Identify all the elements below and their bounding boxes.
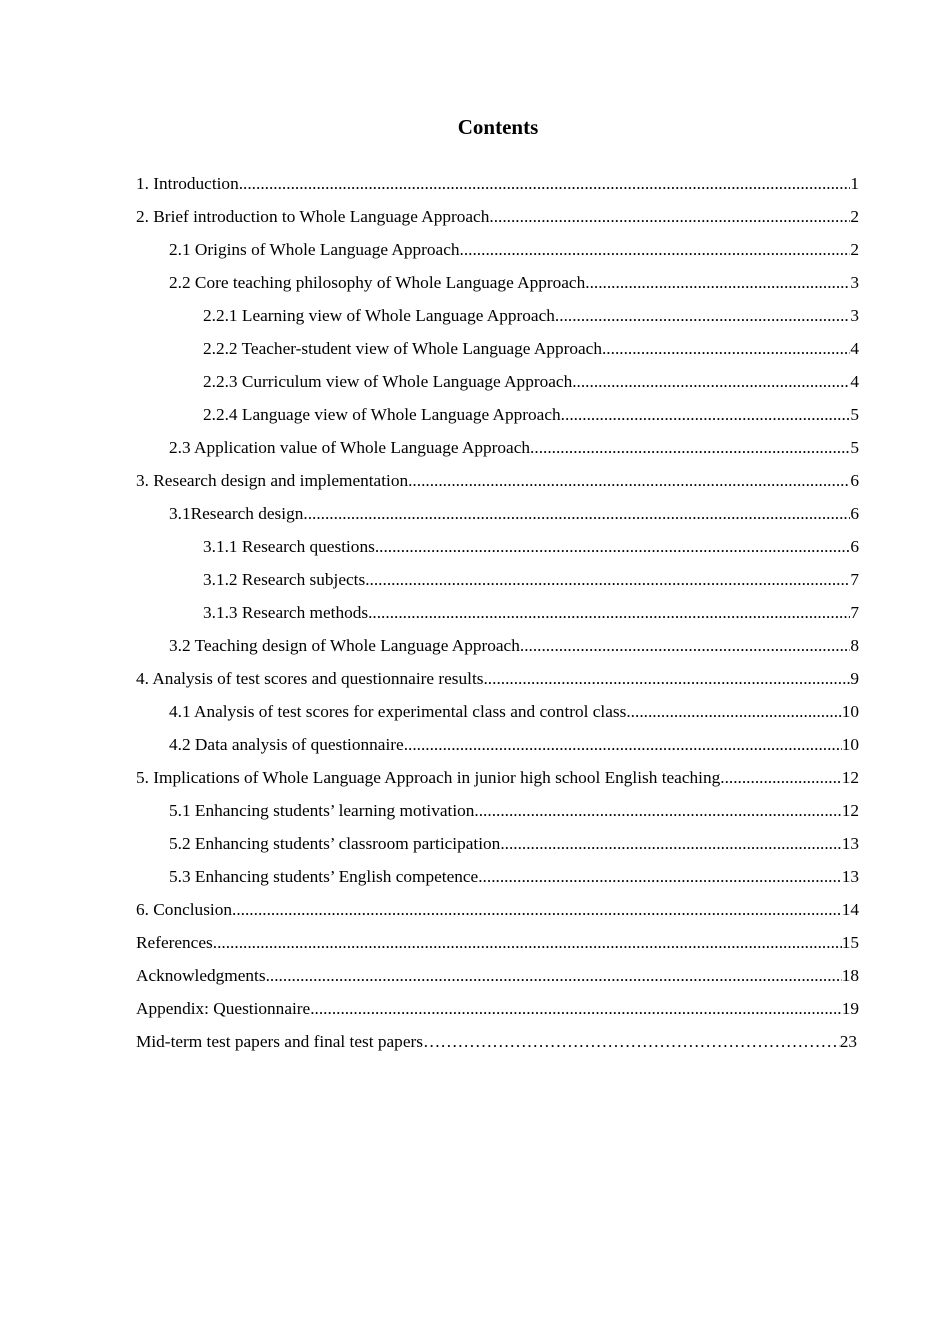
toc-entry[interactable] — [136, 335, 859, 368]
toc-entry-label: Acknowledgments — [136, 966, 266, 985]
toc-entry[interactable] — [136, 830, 859, 863]
toc-dot-leader — [408, 467, 850, 495]
toc-entry-label: References — [136, 933, 213, 952]
toc-page-number: 10 — [841, 735, 859, 754]
toc-page-number: 8 — [850, 636, 859, 655]
toc-dot-leader — [365, 566, 850, 594]
toc-entry[interactable] — [136, 962, 859, 995]
toc-entry[interactable] — [136, 302, 859, 335]
toc-entry-label: 2.2 Core teaching philosophy of Whole Language Approach — [169, 273, 586, 292]
toc-entry-label: 2.3 Application value of Whole Language Approach — [169, 438, 531, 457]
toc-entry-label: 4.1 Analysis of test scores for experimental class and control class — [169, 702, 627, 721]
toc-dot-leader — [602, 335, 850, 363]
toc-entry[interactable] — [136, 731, 859, 764]
toc-entry[interactable] — [136, 797, 859, 830]
toc-page-number: 15 — [841, 933, 859, 952]
toc-entry[interactable] — [136, 863, 859, 896]
toc-entry[interactable] — [136, 467, 859, 500]
toc-entry[interactable] — [136, 401, 859, 434]
toc-page-number: 12 — [841, 768, 859, 787]
toc-entry-label: 2.1 Origins of Whole Language Approach — [169, 240, 460, 259]
toc-entry[interactable] — [136, 896, 859, 929]
toc-page-number: 18 — [841, 966, 859, 985]
toc-page-number: 4 — [850, 339, 859, 358]
toc-entry-label: 3.2 Teaching design of Whole Language Approach — [169, 636, 520, 655]
toc-page-number: 2 — [850, 240, 859, 259]
toc-page-number: 13 — [841, 867, 859, 886]
toc-entry[interactable] — [136, 500, 859, 533]
toc-page-number: 6 — [850, 471, 859, 490]
toc-entry[interactable] — [136, 203, 859, 236]
toc-entry-label: 5.1 Enhancing students’ learning motivation — [169, 801, 475, 820]
toc-page-number: 1 — [850, 174, 859, 193]
toc-entry-label: 2.2.4 Language view of Whole Language Approach — [203, 405, 561, 424]
toc-entry[interactable] — [136, 698, 859, 731]
toc-page-number: 19 — [841, 999, 859, 1018]
toc-page-number: 7 — [850, 603, 859, 622]
toc-page-number: 3 — [850, 273, 859, 292]
toc-dot-leader — [626, 698, 841, 726]
toc-dot-leader — [404, 731, 842, 759]
toc-dot-leader — [483, 665, 850, 693]
toc-dot-leader — [303, 500, 850, 528]
toc-page-number: 3 — [850, 306, 859, 325]
toc-dot-leader — [520, 632, 850, 660]
toc-page-number: 13 — [841, 834, 859, 853]
toc-entry[interactable] — [136, 533, 859, 566]
toc-page-number: 14 — [841, 900, 859, 919]
toc-dot-leader — [474, 797, 841, 825]
toc-page-number: 12 — [841, 801, 859, 820]
toc-page-number: 5 — [850, 405, 859, 424]
toc-entry[interactable] — [136, 995, 859, 1028]
toc-entry-label: 1. Introduction — [136, 174, 239, 193]
toc-page-number: 6 — [850, 537, 859, 556]
toc-dot-leader — [239, 170, 851, 198]
toc-entry[interactable] — [136, 269, 859, 302]
toc-entry-label: 5.3 Enhancing students’ English competence — [169, 867, 479, 886]
page-title: Contents — [457, 115, 539, 139]
toc-page-number: 2 — [850, 207, 859, 226]
toc-dot-leader — [720, 764, 841, 792]
toc-entry[interactable] — [136, 368, 859, 401]
toc-page-number: 4 — [850, 372, 859, 391]
toc-entry[interactable] — [136, 236, 859, 269]
toc-page-number: 10 — [841, 702, 859, 721]
toc-entry[interactable] — [136, 632, 859, 665]
toc-dot-leader — [555, 302, 850, 330]
toc-entry[interactable] — [136, 929, 859, 962]
toc-entry-label: 2.2.2 Teacher-student view of Whole Language Approach — [203, 339, 602, 358]
toc-entry-label: 6. Conclusion — [136, 900, 233, 919]
toc-page-number: 5 — [850, 438, 859, 457]
toc-entry-label: 4.2 Data analysis of questionnaire — [169, 735, 404, 754]
toc-dot-leader — [572, 368, 850, 396]
toc-dot-leader — [500, 830, 841, 858]
toc-dot-leader — [478, 863, 841, 891]
toc-entry[interactable] — [136, 599, 859, 632]
toc-entry-label: Mid-term test papers and final test papers — [136, 1032, 423, 1051]
toc-entry-label: 3.1Research design — [169, 504, 304, 523]
toc-dot-leader — [266, 962, 842, 990]
toc-entry-label: 3.1.3 Research methods — [203, 603, 369, 622]
toc-entry-label: 5. Implications of Whole Language Approach in junior high school English teaching — [136, 768, 721, 787]
toc-entry[interactable] — [136, 170, 859, 203]
toc-entry[interactable] — [136, 764, 859, 797]
toc-dot-leader — [375, 533, 851, 561]
toc-entry[interactable] — [136, 566, 859, 599]
toc-entry-label: Appendix: Questionnaire — [136, 999, 311, 1018]
toc-dot-leader — [530, 434, 850, 462]
toc-dot-leader — [310, 995, 842, 1023]
toc-dot-leader — [585, 269, 850, 297]
toc-entry-label: 3. Research design and implementation — [136, 471, 409, 490]
toc-entry-label: 3.1.2 Research subjects — [203, 570, 366, 589]
toc-entry-label: 3.1.1 Research questions — [203, 537, 375, 556]
toc-page-number: 6 — [850, 504, 859, 523]
toc-entry-label: 5.2 Enhancing students’ classroom participation — [169, 834, 501, 853]
toc-dot-leader — [561, 401, 851, 429]
toc-page-number: 23 — [839, 1032, 857, 1051]
toc-dot-leader — [213, 929, 842, 957]
toc-dot-leader — [423, 1028, 840, 1056]
table-of-contents — [136, 170, 859, 1061]
toc-dot-leader — [460, 236, 851, 264]
toc-entry-label: 2.2.3 Curriculum view of Whole Language Approach — [203, 372, 573, 391]
toc-entry-label: 2. Brief introduction to Whole Language Approach — [136, 207, 490, 226]
toc-page-number: 7 — [850, 570, 859, 589]
toc-entry[interactable] — [136, 434, 859, 467]
toc-entry-label: 4. Analysis of test scores and questionnaire results — [136, 669, 484, 688]
toc-dot-leader — [232, 896, 842, 924]
toc-page-number: 9 — [850, 669, 859, 688]
toc-dot-leader — [368, 599, 850, 627]
toc-entry[interactable] — [136, 665, 859, 698]
toc-entry[interactable] — [136, 1028, 859, 1061]
toc-dot-leader — [489, 203, 850, 231]
toc-entry-label: 2.2.1 Learning view of Whole Language Approach — [203, 306, 555, 325]
